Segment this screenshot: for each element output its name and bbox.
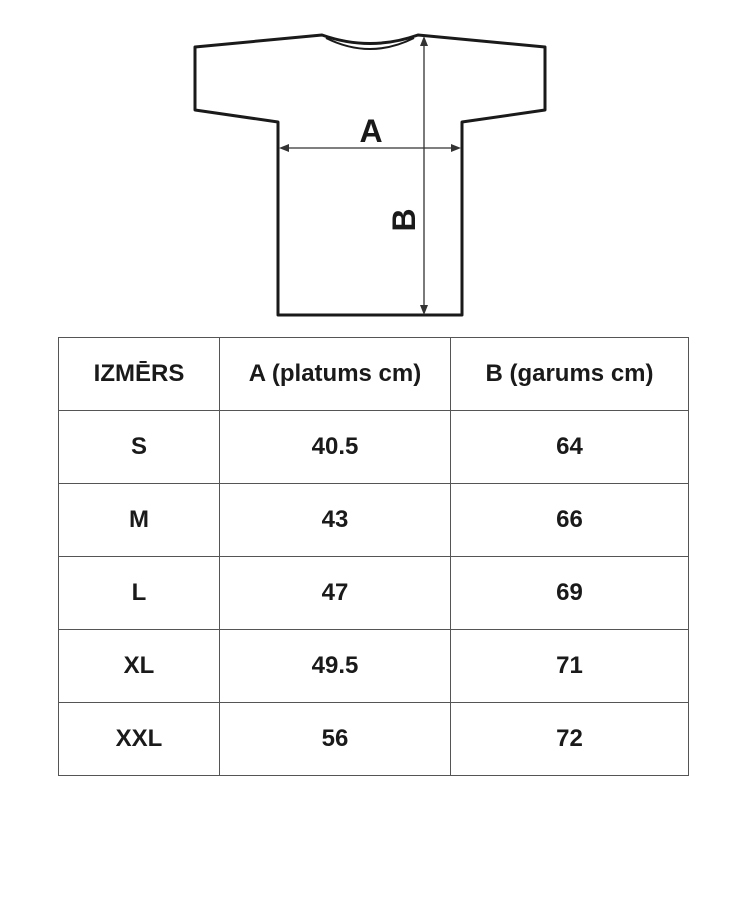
table-header-row	[59, 338, 689, 411]
cell-length: 64	[451, 411, 689, 484]
cell-length: 72	[451, 703, 689, 776]
dimension-a-label: A	[359, 113, 383, 149]
arrow-up-icon	[420, 36, 428, 46]
cell-size: M	[59, 484, 220, 557]
dimension-b	[386, 36, 428, 315]
cell-size: XL	[59, 630, 220, 703]
header-size: IZMĒRS	[59, 338, 220, 411]
cell-width: 40.5	[220, 411, 451, 484]
cell-width: 47	[220, 557, 451, 630]
cell-size: L	[59, 557, 220, 630]
dimension-b-label: B	[386, 208, 422, 232]
table-row	[59, 703, 689, 776]
cell-width: 56	[220, 703, 451, 776]
size-table	[58, 337, 689, 776]
table-row	[59, 484, 689, 557]
tshirt-diagram	[0, 0, 750, 330]
arrow-left-icon	[279, 144, 289, 152]
dimension-a	[279, 113, 461, 152]
tshirt-outline	[195, 35, 545, 315]
cell-length: 71	[451, 630, 689, 703]
cell-size: XXL	[59, 703, 220, 776]
cell-width: 49.5	[220, 630, 451, 703]
cell-width: 43	[220, 484, 451, 557]
cell-length: 66	[451, 484, 689, 557]
cell-size: S	[59, 411, 220, 484]
table-row	[59, 630, 689, 703]
table-row	[59, 411, 689, 484]
cell-length: 69	[451, 557, 689, 630]
table-row	[59, 557, 689, 630]
arrow-right-icon	[451, 144, 461, 152]
header-width: A (platums cm)	[220, 338, 451, 411]
header-length: B (garums cm)	[451, 338, 689, 411]
